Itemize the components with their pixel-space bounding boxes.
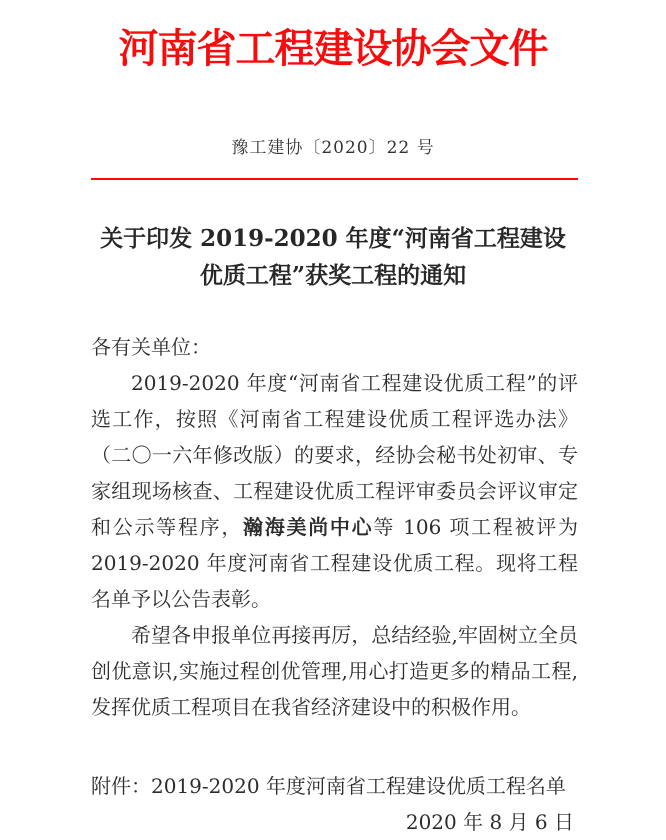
red-divider-line	[91, 178, 578, 180]
paragraph-awards-text-before: 2019-2020 年度“河南省工程建设优质工程”的评选工作，按照《河南省工程建设优质工程评选办法》（二〇一六年修改版）的要求，经协会秘书处初审、专家组现场核查、工程建设优质工程评审委员会评议审定和公示等程序，	[91, 371, 578, 539]
document-title-line2: 优质工程”获奖工程的通知	[199, 262, 467, 289]
document-number: 豫工建协〔2020〕22 号	[231, 138, 435, 158]
document-title-line1: 关于印发 2019-2020 年度“河南省工程建设	[100, 225, 566, 252]
document-title	[0, 220, 666, 294]
document-body	[91, 329, 578, 840]
date-line: 2020 年 8 月 6 日	[405, 810, 574, 834]
paragraph-encouragement: 希望各申报单位再接再厉，总结经验,牢固树立全员创优意识,实施过程创优管理,用心打造更多的精品工程,发挥优质工程项目在我省经济建设中的积极作用。	[91, 623, 578, 719]
paragraph-awards-text-after: 等 106 项工程被评为 2019-2020 年度河南省工程建设优质工程。现将工程名单予以公告表彰。	[91, 515, 579, 611]
attachment-line: 附件：2019-2020 年度河南省工程建设优质工程名单	[91, 774, 566, 798]
document-header-title: 河南省工程建设协会文件	[118, 25, 548, 72]
salutation: 各有关单位：	[91, 335, 211, 359]
paragraph-awards	[91, 365, 578, 617]
highlighted-project-name: 瀚海美尚中心	[243, 515, 374, 539]
